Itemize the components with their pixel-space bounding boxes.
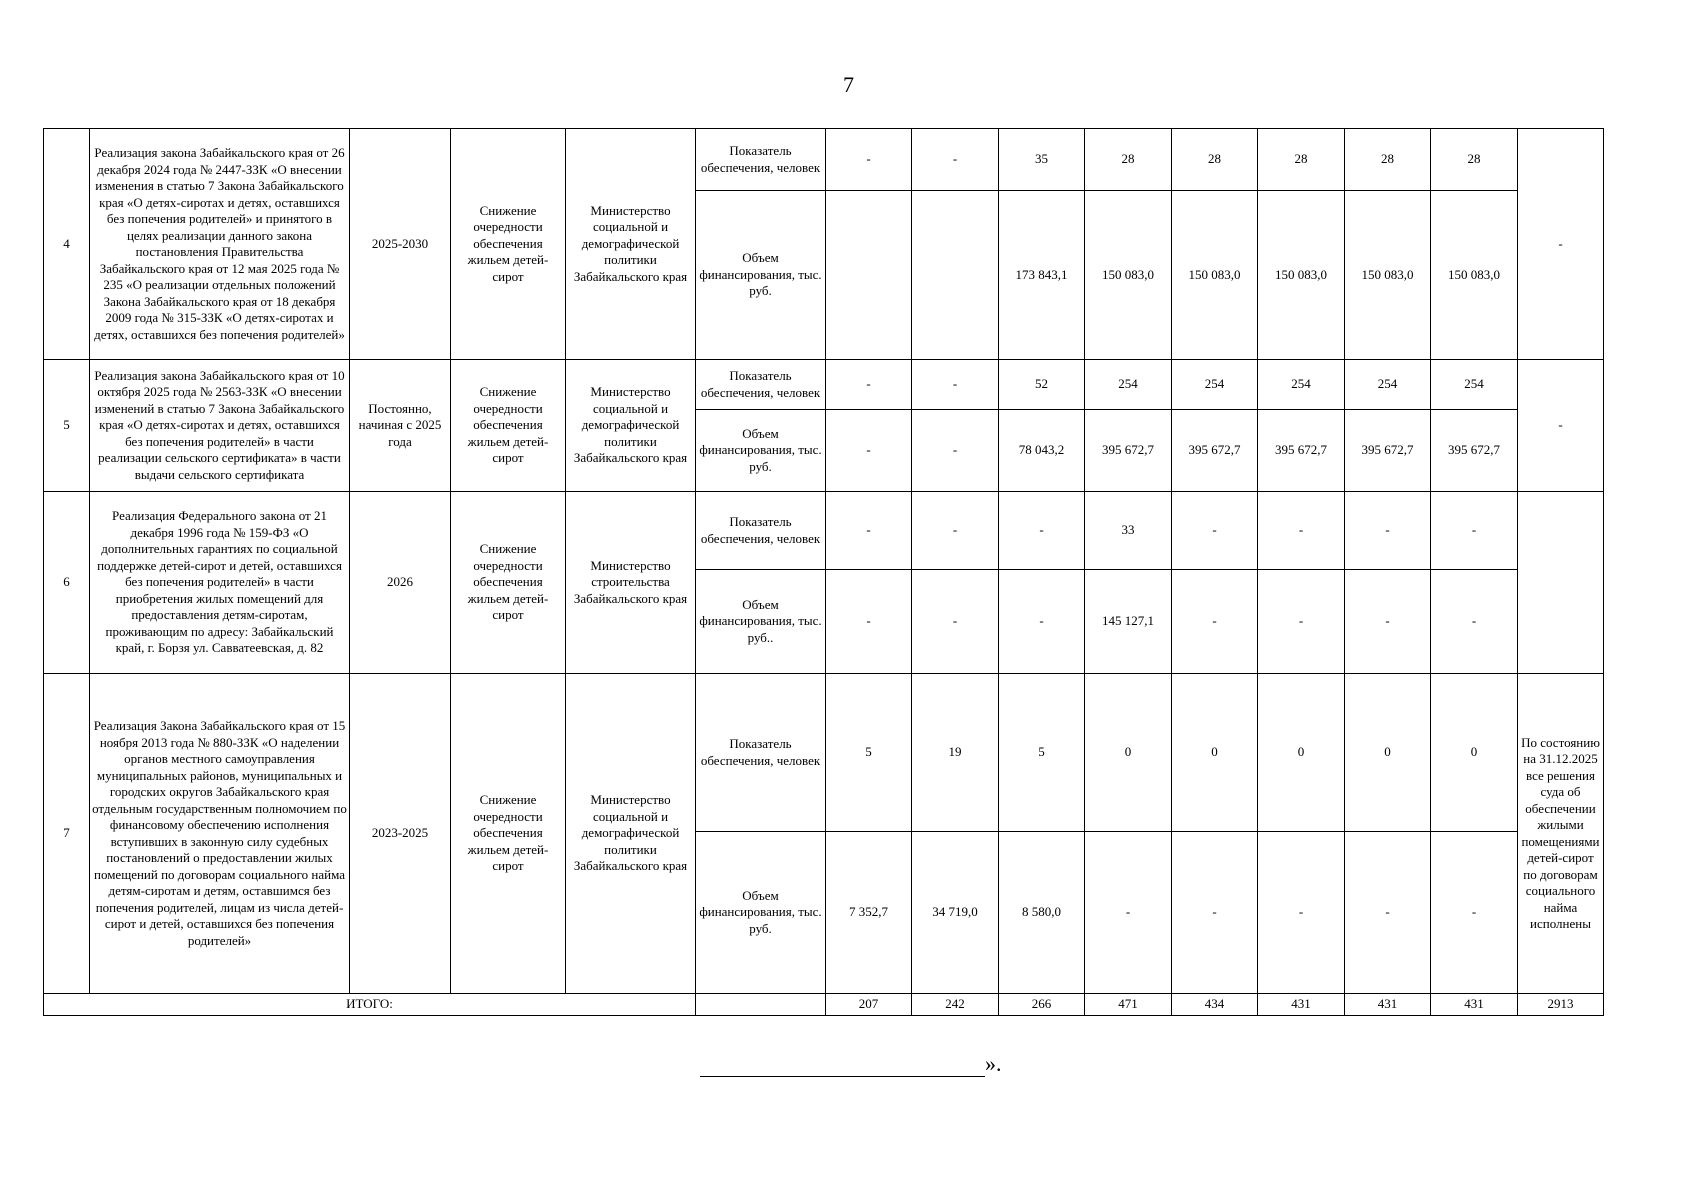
indicator-value: - (826, 492, 912, 570)
measure-note: - (1518, 129, 1604, 360)
total-empty-cell (696, 994, 826, 1016)
indicator-value: 150 083,0 (1345, 191, 1431, 360)
indicator-value: 0 (1172, 674, 1258, 832)
measure-executor: Министерство социальной и демографической политики Забайкальского края (566, 360, 696, 492)
indicator-value: - (1431, 570, 1518, 674)
indicator-value: 52 (999, 360, 1085, 410)
measure-period: 2025-2030 (350, 129, 451, 360)
measure-description: Реализация закона Забайкальского края от 10 октября 2025 года № 2563-ЗЗК «О внесении изменений в статью 7 Закона Забайкальского края «О детях-сиротах и детях, оставшихся без попечения родителей» в части реализации сельского сертификата» в части выдачи сельского сертификата (90, 360, 350, 492)
total-value: 431 (1258, 994, 1345, 1016)
indicator-value: - (1258, 492, 1345, 570)
indicator-value: - (826, 570, 912, 674)
total-note: 2913 (1518, 994, 1604, 1016)
indicator-value: - (1345, 492, 1431, 570)
indicator-value: 150 083,0 (1431, 191, 1518, 360)
indicator-value: 28 (1085, 129, 1172, 191)
indicator-value: - (1258, 570, 1345, 674)
indicator-value: - (1345, 570, 1431, 674)
measure-goal: Снижение очередности обеспечения жильем детей-сирот (451, 674, 566, 994)
indicator-value: 173 843,1 (999, 191, 1085, 360)
indicator-label: Показатель обеспечения, человек (696, 674, 826, 832)
measure-executor: Министерство строительства Забайкальского края (566, 492, 696, 674)
indicator-label: Показатель обеспечения, человек (696, 360, 826, 410)
indicator-value: 395 672,7 (1172, 410, 1258, 492)
indicator-value: 254 (1258, 360, 1345, 410)
indicator-value: 0 (1085, 674, 1172, 832)
indicator-label: Объем финансирования, тыс. руб. (696, 191, 826, 360)
indicator-value: 254 (1085, 360, 1172, 410)
indicator-value: 33 (1085, 492, 1172, 570)
indicator-value: 395 672,7 (1431, 410, 1518, 492)
total-value: 242 (912, 994, 999, 1016)
indicator-value: 0 (1431, 674, 1518, 832)
total-value: 266 (999, 994, 1085, 1016)
row-number: 4 (44, 129, 90, 360)
indicator-value (826, 191, 912, 360)
indicator-value: - (999, 492, 1085, 570)
measure-executor: Министерство социальной и демографической политики Забайкальского края (566, 129, 696, 360)
total-value: 431 (1431, 994, 1518, 1016)
indicator-value: 395 672,7 (1345, 410, 1431, 492)
indicator-value: 28 (1172, 129, 1258, 191)
measure-period: 2023-2025 (350, 674, 451, 994)
total-value: 434 (1172, 994, 1258, 1016)
indicator-value: - (1085, 832, 1172, 994)
measure-note: По состоянию на 31.12.2025 все решения суда об обеспечении жилыми помещениями детей-сирот по договорам социального найма исполнены (1518, 674, 1604, 994)
indicator-value: - (1172, 492, 1258, 570)
indicator-value: 395 672,7 (1258, 410, 1345, 492)
measures-table (43, 128, 1604, 1016)
indicator-value: 5 (826, 674, 912, 832)
indicator-value: - (1172, 832, 1258, 994)
indicator-value: - (912, 129, 999, 191)
table-row (44, 129, 1604, 191)
indicator-value: - (912, 492, 999, 570)
closing-mark (700, 1046, 1002, 1077)
indicator-value: 28 (1431, 129, 1518, 191)
indicator-label: Показатель обеспечения, человек (696, 492, 826, 570)
indicator-value: - (826, 410, 912, 492)
indicator-value: 28 (1258, 129, 1345, 191)
indicator-value: - (999, 570, 1085, 674)
indicator-label: Показатель обеспечения, человек (696, 129, 826, 191)
row-number: 6 (44, 492, 90, 674)
indicator-value: 8 580,0 (999, 832, 1085, 994)
indicator-value: 35 (999, 129, 1085, 191)
indicator-value (912, 191, 999, 360)
measure-description: Реализация закона Забайкальского края от 26 декабря 2024 года № 2447-ЗЗК «О внесении изменения в статью 7 Закона Забайкальского края «О детях-сиротах и детях, оставшихся без попечения родителей» и принятого в целях реализации данного закона постановления Правительства Забайкальского края от 12 мая 2025 года № 235 «О реализации отдельных положений Закона Забайкальского края от 18 декабря 2009 года № 315-ЗЗК «О детях-сиротах и детях, оставшихся без попечения родителей» (90, 129, 350, 360)
measure-goal: Снижение очередности обеспечения жильем детей-сирот (451, 360, 566, 492)
indicator-value: 7 352,7 (826, 832, 912, 994)
indicator-value: - (1431, 492, 1518, 570)
indicator-label: Объем финансирования, тыс. руб.. (696, 570, 826, 674)
indicator-value: - (1345, 832, 1431, 994)
indicator-label: Объем финансирования, тыс. руб. (696, 410, 826, 492)
closing-quote: ». (985, 1051, 1002, 1076)
table-row (44, 360, 1604, 410)
indicator-value: - (1258, 832, 1345, 994)
indicator-label: Объем финансирования, тыс. руб. (696, 832, 826, 994)
measure-goal: Снижение очередности обеспечения жильем детей-сирот (451, 129, 566, 360)
indicator-value: 254 (1172, 360, 1258, 410)
measure-note: - (1518, 360, 1604, 492)
total-value: 207 (826, 994, 912, 1016)
indicator-value: 395 672,7 (1085, 410, 1172, 492)
indicator-value: 150 083,0 (1258, 191, 1345, 360)
total-label: ИТОГО: (44, 994, 696, 1016)
indicator-value: 28 (1345, 129, 1431, 191)
indicator-value: 150 083,0 (1085, 191, 1172, 360)
indicator-value: - (826, 360, 912, 410)
indicator-value: - (912, 360, 999, 410)
row-number: 5 (44, 360, 90, 492)
measure-period: 2026 (350, 492, 451, 674)
indicator-value: - (912, 410, 999, 492)
measure-description: Реализация Федерального закона от 21 декабря 1996 года № 159-ФЗ «О дополнительных гарантиях по социальной поддержке детей-сирот и детей, оставшихся без попечения родителей» в части приобретения жилых помещений для предоставления детям-сиротам, проживающим по адресу: Забайкальский край, г. Борзя ул. Савватеевская, д. 82 (90, 492, 350, 674)
measure-executor: Министерство социальной и демографической политики Забайкальского края (566, 674, 696, 994)
total-row (44, 994, 1604, 1016)
measure-goal: Снижение очередности обеспечения жильем детей-сирот (451, 492, 566, 674)
indicator-value: 0 (1345, 674, 1431, 832)
indicator-value: 34 719,0 (912, 832, 999, 994)
indicator-value: - (1172, 570, 1258, 674)
indicator-value: 254 (1431, 360, 1518, 410)
indicator-value: 78 043,2 (999, 410, 1085, 492)
signature-line (700, 1046, 985, 1077)
indicator-value: 5 (999, 674, 1085, 832)
measure-period: Постоянно, начиная с 2025 года (350, 360, 451, 492)
indicator-value: 0 (1258, 674, 1345, 832)
total-value: 471 (1085, 994, 1172, 1016)
indicator-value: - (912, 570, 999, 674)
row-number: 7 (44, 674, 90, 994)
indicator-value: 145 127,1 (1085, 570, 1172, 674)
table-row (44, 674, 1604, 832)
indicator-value: 150 083,0 (1172, 191, 1258, 360)
total-value: 431 (1345, 994, 1431, 1016)
indicator-value: 254 (1345, 360, 1431, 410)
measure-note (1518, 492, 1604, 674)
indicator-value: 19 (912, 674, 999, 832)
indicator-value: - (826, 129, 912, 191)
table-row (44, 492, 1604, 570)
measure-description: Реализация Закона Забайкальского края от 15 ноября 2013 года № 880-ЗЗК «О наделении органов местного самоуправления муниципальных районов, муниципальных и городских округов Забайкальского края отдельным государственным полномочием по финансовому обеспечению исполнения вступивших в законную силу судебных постановлений о предоставлении жилых помещений по договорам социального найма детям-сиротам и детям, оставшимся без попечения родителей, лицам из числа детей-сирот и детей, оставшихся без попечения родителей» (90, 674, 350, 994)
page-number: 7 (843, 72, 854, 97)
indicator-value: - (1431, 832, 1518, 994)
